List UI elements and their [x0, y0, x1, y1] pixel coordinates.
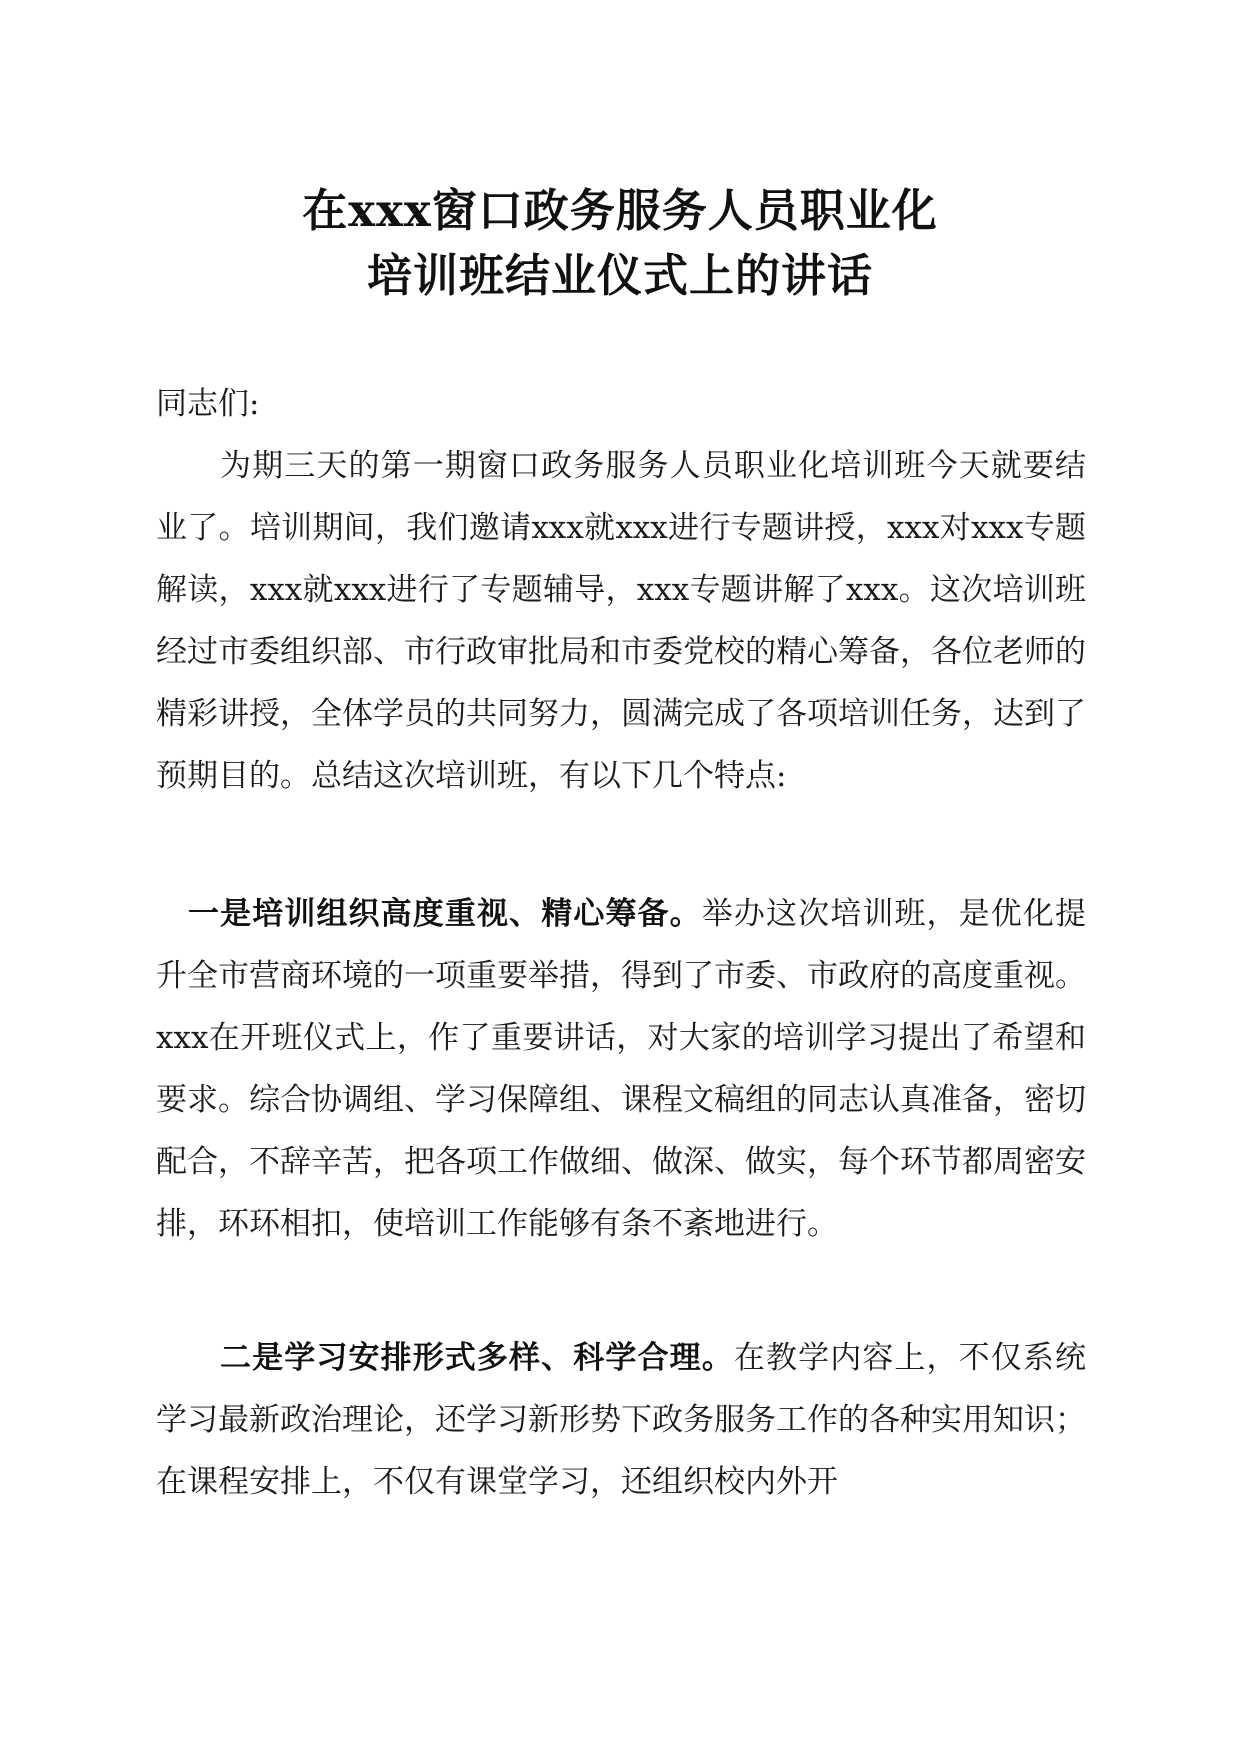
- paragraph-3-body: 在教学内容上，不仅系统学习最新政治理论，还学习新形势下政务服务工作的各种实用知识；在课程安排上，不仅有课堂学习，还组织校内外开: [156, 1340, 1087, 1500]
- document-title-line-1: 在xxx窗口政务服务人员职业化: [302, 184, 938, 237]
- paragraph-3-text: [156, 1327, 1086, 1513]
- paragraph-2-lead: 一是培训组织高度重视、精心筹备。: [188, 896, 702, 932]
- paragraph-2: [156, 883, 1086, 1255]
- salutation: 同志们:: [156, 386, 260, 422]
- paragraph-3: [156, 1327, 1086, 1513]
- paragraph-2-body: 举办这次培训班，是优化提升全市营商环境的一项重要举措，得到了市委、市政府的高度重视。xxx在开班仪式上，作了重要讲话，对大家的培训学习提出了希望和要求。综合协调组、学习保障组、课程文稿组的同志认真准备，密切配合，不辞辛苦，把各项工作做细、做深、做实，每个环节都周密安排，环环相扣，使培训工作能够有条不紊地进行。: [156, 896, 1087, 1242]
- paragraph-1-body: 为期三天的第一期窗口政务服务人员职业化培训班今天就要结业了。培训期间，我们邀请xxx就xxx进行专题讲授，xxx对xxx专题解读，xxx就xxx进行了专题辅导，xxx专题讲解了xxx。这次培训班经过市委组织部、市行政审批局和市委党校的精心筹备，各位老师的精彩讲授，全体学员的共同努力，圆满完成了各项培训任务，达到了预期目的。总结这次培训班，有以下几个特点:: [156, 448, 1086, 794]
- document-title-line-2: 培训班结业仪式上的讲话: [366, 249, 873, 302]
- paragraph-3-lead: 二是学习安排形式多样、科学合理。: [220, 1340, 734, 1376]
- paragraph-1-text: [156, 435, 1086, 807]
- paragraph-1: [156, 435, 1086, 807]
- paragraph-2-text: [156, 883, 1086, 1255]
